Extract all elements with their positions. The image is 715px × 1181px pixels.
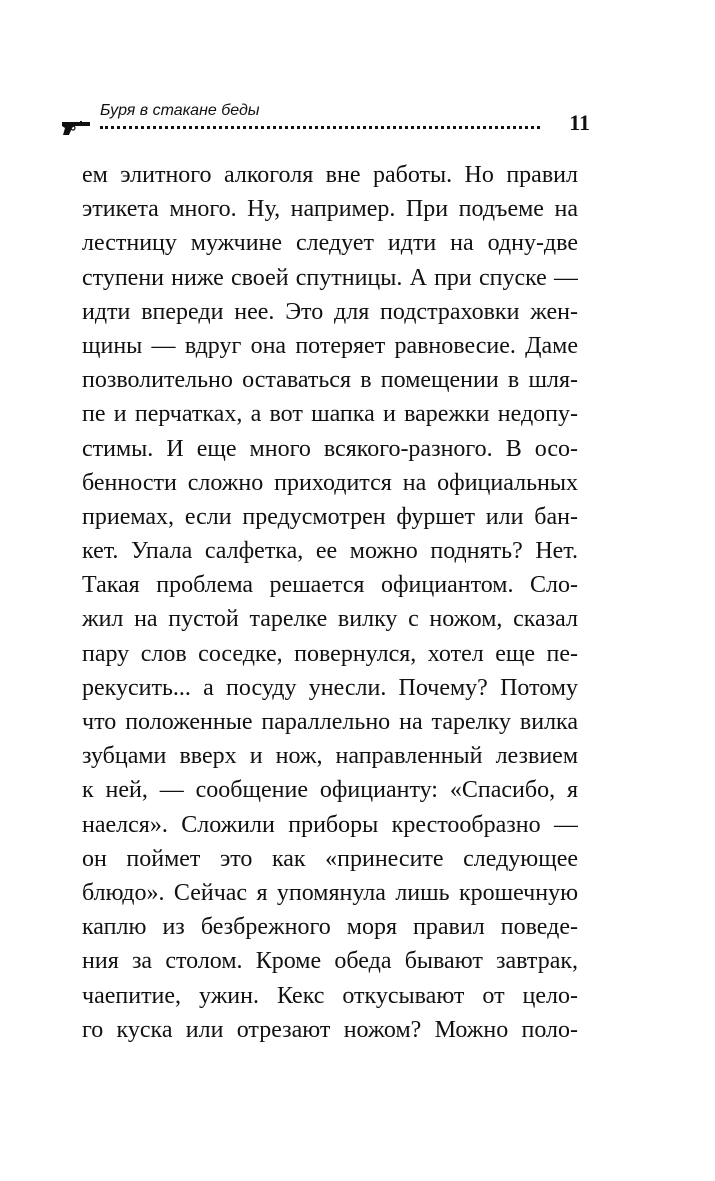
text-line: пе и перчатках, а вот шапка и варежки недопу- [82, 401, 578, 428]
revolver-icon [60, 118, 94, 136]
text-line: рекусить... а посуду унесли. Почему? Потому [82, 674, 578, 701]
text-line: что положенные параллельно на тарелку вилка [82, 709, 578, 735]
page-number: 11 [569, 110, 590, 135]
text-line: го куска или отрезают ножом? Можно поло- [82, 1016, 578, 1043]
text-line: позволительно оставаться в помещении в шля- [82, 367, 578, 394]
text-line: он поймет это как «принесите следующее [82, 845, 578, 872]
text-line: идти впереди нее. Это для подстраховки жен- [82, 298, 578, 325]
text-line: кет. Упала салфетка, ее можно поднять? Нет. [82, 538, 578, 565]
text-line: блюдо». Сейчас я упомянула лишь крошечную [82, 879, 578, 906]
text-line: чаепитие, ужин. Кекс откусывают от цело- [82, 982, 578, 1009]
text-line: наелся». Сложили приборы крестообразно — [82, 811, 578, 838]
running-title: Буря в стакане беды [100, 102, 260, 119]
body-text [82, 158, 578, 1047]
text-line: ем элитного алкоголя вне работы. Но правил [82, 162, 578, 188]
dot-leader [100, 126, 540, 129]
text-line: щины — вдруг она потеряет равновесие. Даме [82, 332, 578, 359]
text-line: пару слов соседке, повернулся, хотел еще пе- [82, 640, 578, 667]
running-head [60, 100, 590, 140]
text-line: стимы. И еще много всякого-разного. В осо- [82, 435, 578, 462]
text-line: зубцами вверх и нож, направленный лезвием [82, 743, 578, 770]
text-line: к ней, — сообщение официанту: «Спасибо, я [82, 777, 578, 804]
text-line: ступени ниже своей спутницы. А при спуске — [82, 264, 578, 291]
text-line: этикета много. Ну, например. При подъеме на [82, 196, 578, 223]
text-line: ния за столом. Кроме обеда бывают завтрак, [82, 948, 578, 975]
text-line: приемах, если предусмотрен фуршет или бан- [82, 503, 578, 530]
text-line: Такая проблема решается официантом. Сло- [82, 572, 578, 599]
text-line: лестницу мужчине следует идти на одну-две [82, 230, 578, 257]
text-line: бенности сложно приходится на официальных [82, 469, 578, 496]
text-line: жил на пустой тарелке вилку с ножом, сказал [82, 606, 578, 633]
text-line: каплю из безбрежного моря правил поведе- [82, 914, 578, 941]
